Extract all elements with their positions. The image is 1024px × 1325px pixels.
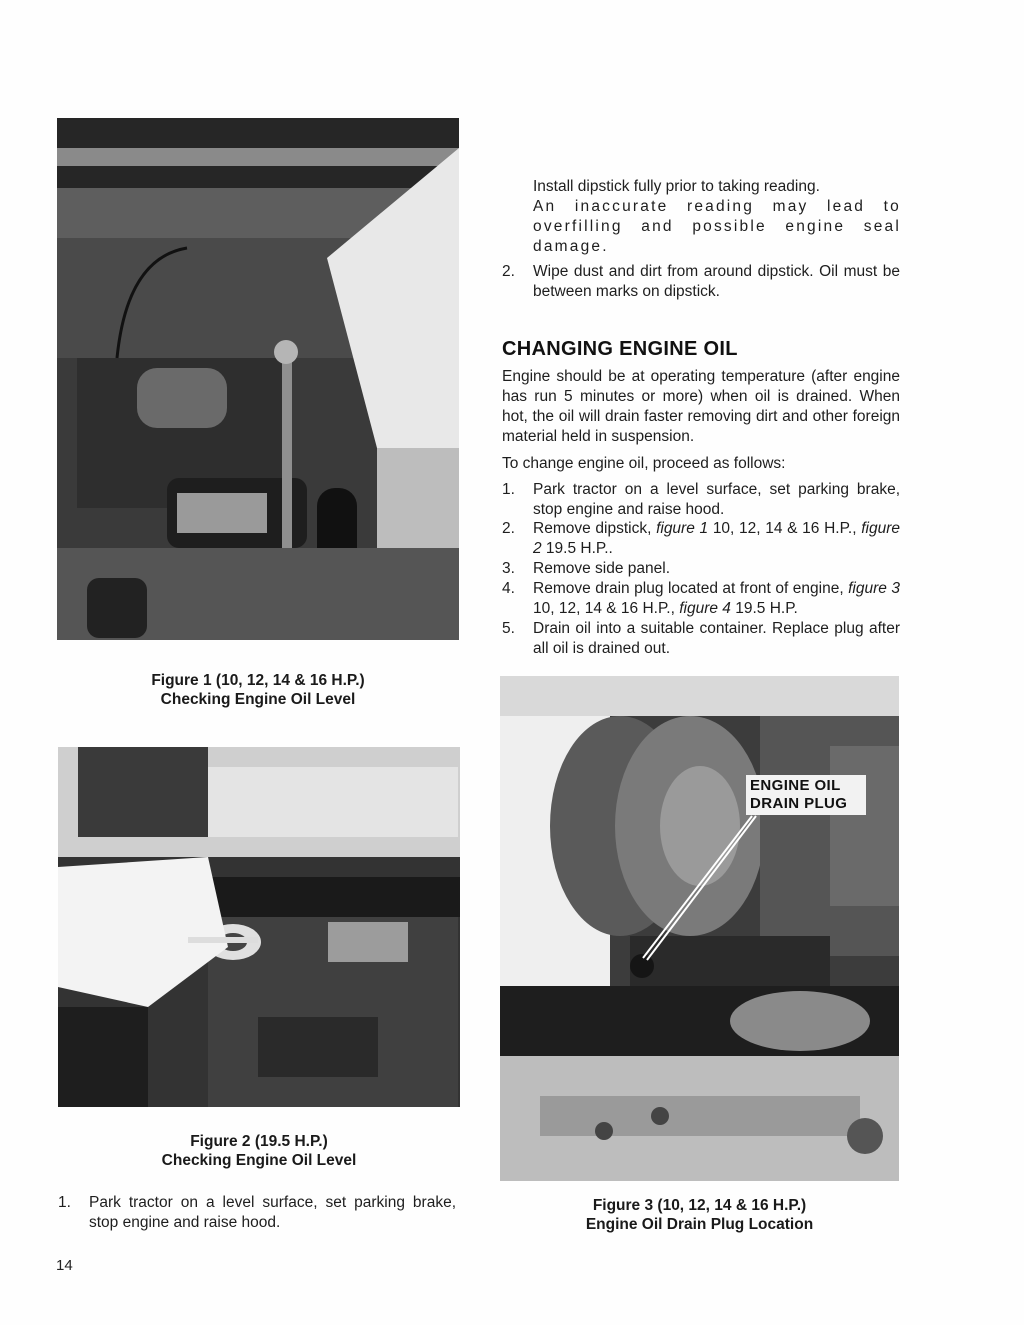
- procedure-step-2-text-c: 19.5 H.P..: [541, 540, 613, 557]
- figure-1-photo: [57, 118, 459, 640]
- intro-paragraph: Engine should be at operating temperature (after engine has run 5 minutes or more) when oil is drained. When hot, the oil will drain faster removing dirt and other foreign material held in suspension.: [502, 368, 900, 445]
- procedure-step-3: [502, 559, 900, 579]
- left-step-1-number: 1.: [58, 1194, 71, 1211]
- procedure-step-2-text-b: 10, 12, 14 & 16 H.P.,: [708, 520, 862, 537]
- figure-3-photo: [500, 676, 899, 1181]
- dipstick-note-warning: An inaccurate reading may lead to overfilling and possible engine seal damage.: [533, 198, 901, 255]
- procedure-step-4: [502, 579, 900, 619]
- dipstick-note: [533, 177, 901, 257]
- procedure-step-4-text-c: 19.5 H.P.: [730, 600, 798, 617]
- procedure-step-5-text: Drain oil into a suitable container. Replace plug after all oil is drained out.: [533, 620, 900, 657]
- drain-plug-callout-line1: ENGINE OIL: [750, 777, 841, 794]
- left-step-1: [58, 1193, 456, 1233]
- section-heading: CHANGING ENGINE OIL: [502, 338, 738, 360]
- procedure-step-4-number: 4.: [502, 580, 515, 597]
- figure-3-caption-title: Figure 3 (10, 12, 14 & 16 H.P.): [592, 1197, 807, 1214]
- procedure-step-5-number: 5.: [502, 620, 515, 637]
- figure-2-caption: [58, 1132, 460, 1170]
- procedure-lead: To change engine oil, proceed as follows:: [502, 455, 786, 472]
- procedure-step-4-text: [533, 579, 900, 619]
- page-number: 14: [56, 1257, 73, 1274]
- figure-2-photo: [58, 747, 460, 1107]
- drain-plug-callout: [746, 775, 866, 815]
- procedure-step-1: [502, 480, 900, 520]
- figure-2-caption-desc: Checking Engine Oil Level: [161, 1152, 357, 1169]
- check-step-2-text: Wipe dust and dirt from around dipstick. Oil must be between marks on dipstick.: [533, 263, 900, 300]
- figure-4-reference: figure 4: [679, 600, 731, 617]
- figure-1-caption-desc: Checking Engine Oil Level: [160, 691, 356, 708]
- check-step-2-number: 2.: [502, 263, 515, 280]
- left-step-1-text: Park tractor on a level surface, set parking brake, stop engine and raise hood.: [89, 1194, 456, 1231]
- procedure-step-1-number: 1.: [502, 481, 515, 498]
- figure-1-caption: [57, 671, 459, 709]
- procedure-step-2-text: [533, 519, 900, 559]
- procedure-step-2: [502, 519, 900, 559]
- procedure-step-4-text-b: 10, 12, 14 & 16 H.P.,: [533, 600, 680, 617]
- procedure-step-5: [502, 619, 900, 659]
- figure-3-caption: [500, 1196, 899, 1234]
- check-step-2: [502, 262, 900, 302]
- figure-1-reference: figure 1: [656, 520, 709, 537]
- procedure-step-2-text-a: Remove dipstick,: [533, 520, 657, 537]
- procedure-step-3-number: 3.: [502, 560, 515, 577]
- dipstick-note-line1: Install dipstick fully prior to taking reading.: [533, 178, 820, 195]
- figure-1-caption-title: Figure 1 (10, 12, 14 & 16 H.P.): [151, 672, 365, 689]
- figure-2-caption-title: Figure 2 (19.5 H.P.): [190, 1133, 328, 1150]
- procedure-step-2-number: 2.: [502, 520, 515, 537]
- procedure-step-3-text: Remove side panel.: [533, 560, 670, 577]
- procedure-step-1-text: Park tractor on a level surface, set parking brake, stop engine and raise hood.: [533, 481, 900, 518]
- procedure-step-4-text-a: Remove drain plug located at front of engine,: [533, 580, 849, 597]
- figure-3-reference: figure 3: [848, 580, 901, 597]
- figure-2-reference: figure 2: [533, 520, 901, 557]
- figure-3-caption-desc: Engine Oil Drain Plug Location: [585, 1216, 814, 1233]
- drain-plug-callout-line2: DRAIN PLUG: [750, 795, 848, 812]
